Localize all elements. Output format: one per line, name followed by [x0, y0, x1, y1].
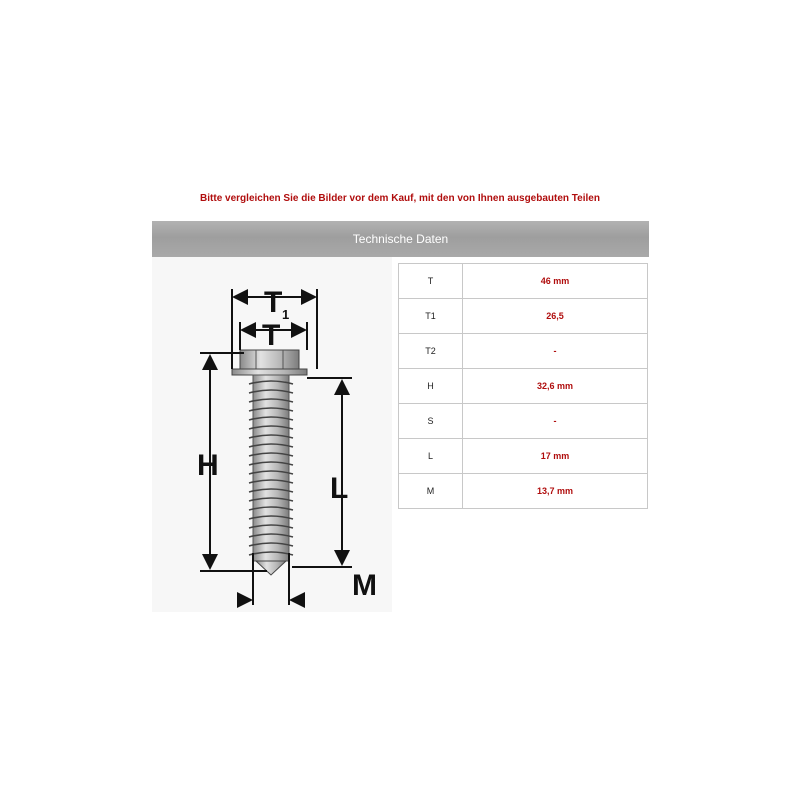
spec-table — [398, 263, 648, 509]
label-l: L — [330, 472, 349, 505]
spec-key: S — [399, 404, 463, 439]
comparison-notice: Bitte vergleichen Sie die Bilder vor dem Kauf, mit den von Ihnen ausgebauten Teilen — [200, 193, 600, 204]
screw-shank — [249, 375, 293, 575]
spec-row — [399, 474, 648, 509]
label-t1: T — [264, 286, 283, 319]
spec-value: 17 mm — [463, 439, 648, 474]
spec-row — [399, 404, 648, 439]
spec-key: T2 — [399, 334, 463, 369]
spec-value: - — [463, 334, 648, 369]
spec-row — [399, 369, 648, 404]
spec-row — [399, 334, 648, 369]
spec-row — [399, 439, 648, 474]
spec-key: M — [399, 474, 463, 509]
spec-value: - — [463, 404, 648, 439]
spec-value: 26,5 — [463, 299, 648, 334]
spec-row — [399, 264, 648, 299]
spec-value: 32,6 mm — [463, 369, 648, 404]
spec-value: 46 mm — [463, 264, 648, 299]
spec-key: T — [399, 264, 463, 299]
label-h: H — [197, 449, 219, 482]
label-t: T — [262, 319, 281, 352]
screw-diagram — [152, 257, 392, 612]
technical-data-banner: Technische Daten — [152, 221, 649, 257]
label-m: M — [352, 569, 377, 602]
spec-value: 13,7 mm — [463, 474, 648, 509]
spec-key: T1 — [399, 299, 463, 334]
spec-key: L — [399, 439, 463, 474]
label-t1-subscript: 1 — [282, 307, 290, 322]
spec-row — [399, 299, 648, 334]
spec-key: H — [399, 369, 463, 404]
